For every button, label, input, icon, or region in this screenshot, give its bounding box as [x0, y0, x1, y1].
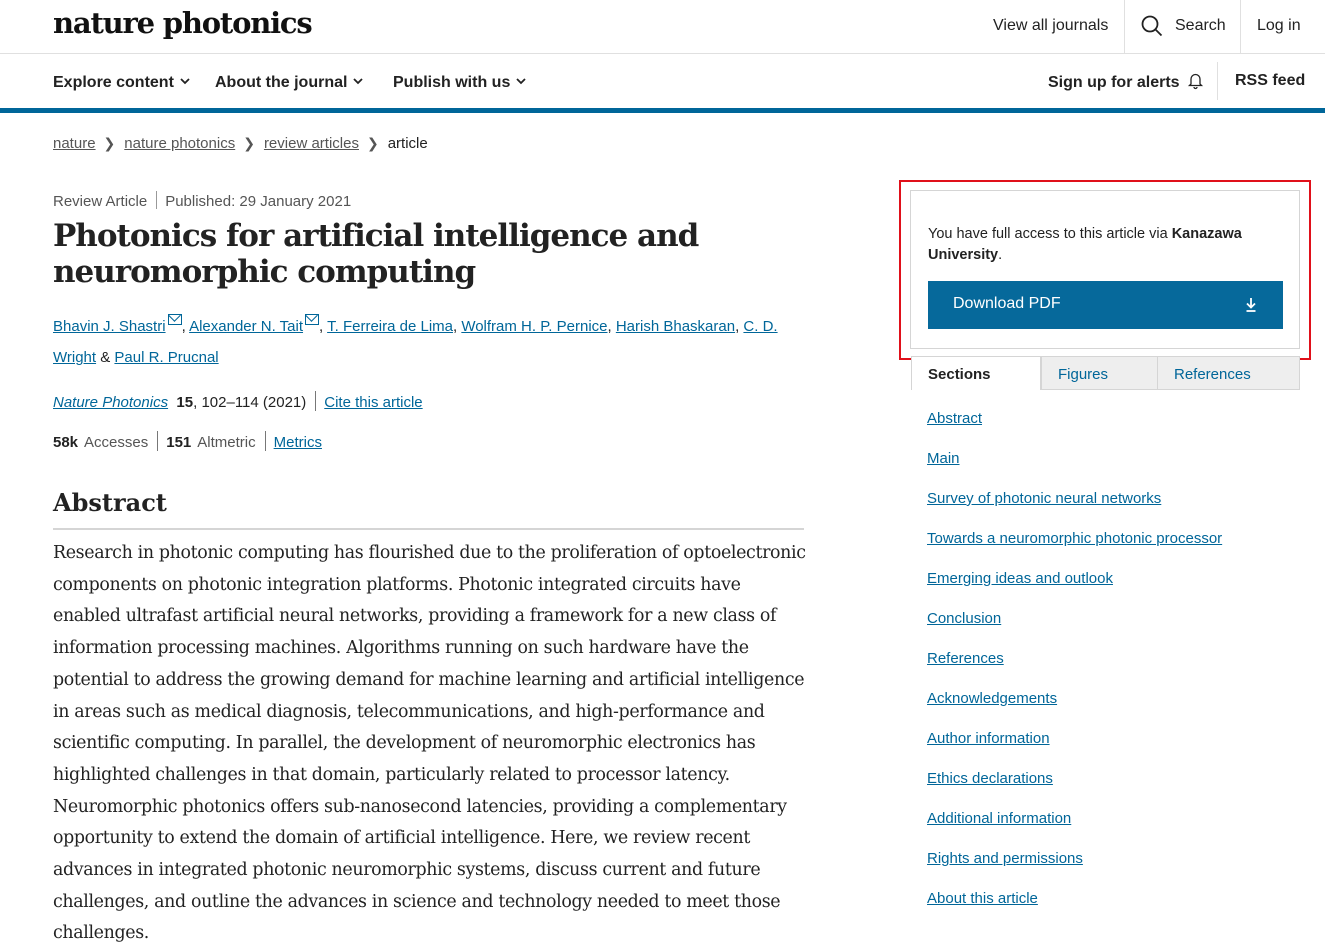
volume: 15	[176, 394, 194, 411]
article-title: Photonics for artificial intelligence and neuromorphic computing	[53, 218, 699, 290]
section-link[interactable]: Towards a neuromorphic photonic processor	[927, 530, 1223, 547]
journal-link[interactable]: Nature Photonics	[53, 394, 169, 411]
author-link[interactable]: C. D. Wright	[53, 318, 778, 366]
section-link[interactable]: Acknowledgements	[927, 690, 1058, 707]
tab-sections[interactable]	[911, 356, 1041, 390]
section-link[interactable]: Additional information	[927, 810, 1072, 827]
top-header	[0, 0, 1325, 54]
chevron-right-icon: ❯	[243, 135, 255, 151]
section-link[interactable]: Author information	[927, 730, 1050, 747]
chevron-right-icon: ❯	[103, 135, 116, 151]
rss-feed-link[interactable]: RSS feed	[1235, 72, 1306, 89]
main-nav	[0, 54, 1325, 108]
section-link[interactable]: Emerging ideas and outlook	[927, 570, 1113, 587]
accesses-label: Accesses	[84, 434, 149, 451]
login-link[interactable]: Log in	[1257, 17, 1301, 34]
access-prefix: You have full access to this article via	[928, 226, 1172, 242]
section-link[interactable]: Main	[927, 450, 960, 467]
section-link[interactable]: About this article	[927, 890, 1038, 907]
bell-icon	[1188, 72, 1203, 94]
abstract-divider	[53, 528, 804, 530]
author-link[interactable]: Paul R. Prucnal	[114, 349, 219, 366]
sidebar-tabs	[911, 356, 1300, 390]
article-meta	[53, 191, 351, 210]
email-icon[interactable]	[305, 314, 319, 325]
section-link[interactable]: Ethics declarations	[927, 770, 1053, 787]
nav-label: Explore content	[53, 74, 174, 91]
citation-divider	[315, 391, 316, 411]
abstract-heading: Abstract	[53, 488, 167, 517]
metric-divider	[265, 431, 266, 451]
download-pdf-button[interactable]	[928, 281, 1283, 329]
article-type: Review Article	[53, 193, 148, 210]
chevron-right-icon: ❯	[366, 135, 379, 151]
author-list: Bhavin J. Shastri , Alexander N. Tait , T. Ferreira de Lima, Wolfram H. P. Pernice, Harish Bhaskaran, C. D. Wright & Paul R. Prucnal	[53, 311, 813, 373]
tab-references[interactable]	[1157, 356, 1300, 390]
published-date: Published: 29 January 2021	[165, 193, 352, 210]
header-divider	[1124, 0, 1125, 53]
chevron-down-icon	[180, 72, 190, 90]
download-icon	[1245, 297, 1257, 313]
citation-line	[53, 391, 423, 411]
altmetric-label: Altmetric	[197, 434, 256, 451]
author-link[interactable]: Bhavin J. Shastri	[53, 318, 166, 335]
author-link[interactable]: Wolfram H. P. Pernice	[461, 318, 608, 335]
journal-logo[interactable]: nature photonics	[53, 6, 312, 40]
metric-divider	[157, 431, 158, 451]
institution-name: Kanazawa University	[928, 226, 1242, 263]
download-label: Download PDF	[953, 295, 1061, 312]
altmetric-count: 151	[166, 434, 192, 451]
view-all-journals-link[interactable]: View all journals	[993, 17, 1109, 34]
tab-figures[interactable]	[1041, 356, 1158, 390]
search-button[interactable]: Search	[1175, 17, 1226, 34]
cite-article-link[interactable]: Cite this article	[324, 394, 423, 411]
metrics-line	[53, 431, 322, 451]
nav-publish[interactable]	[393, 72, 526, 92]
accesses-count: 58k	[53, 434, 79, 451]
author-link[interactable]: Alexander N. Tait	[189, 318, 304, 335]
pages-year: , 102–114 (2021)	[193, 394, 307, 411]
nav-label: Sign up for alerts	[1048, 74, 1180, 91]
tab-label: Figures	[1058, 366, 1109, 383]
breadcrumb	[53, 135, 428, 152]
access-message	[928, 224, 1288, 266]
access-suffix: .	[998, 247, 1003, 263]
abstract-text: Research in photonic computing has flourished due to the proliferation of optoelectronic components on photonic integration platforms. Photonic integrated circuits have enabled ultrafast artificial neural networks, providing a framework for a new class of information processing machines. Algorithms running on such hardware have the potential to address the growing demand for machine learning and artificial intelligence in areas such as medical diagnosis, telecommunications, and high-performance and scientific computing. In parallel, the development of neuromorphic electronics has highlighted challenges in that domain, particularly related to processor latency. Neuromorphic photonics offers sub-nanosecond latencies, providing a complementary opportunity to extend the domain of artificial intelligence. Here, we review recent advances in integrated photonic neuromorphic systems, discuss current and future challenges, and outline the advances in science and technology needed to meet those challenges.	[53, 543, 806, 944]
section-link[interactable]: Rights and permissions	[927, 850, 1083, 867]
nav-rule	[0, 108, 1325, 113]
email-icon[interactable]	[168, 314, 182, 325]
tab-label: Sections	[928, 366, 991, 383]
sign-up-alerts-link[interactable]	[1048, 72, 1203, 94]
header-divider	[1240, 0, 1241, 53]
author-link[interactable]: Harish Bhaskaran	[615, 318, 736, 335]
tab-label: References	[1174, 366, 1251, 383]
breadcrumb-review-articles[interactable]: review articles	[263, 135, 359, 152]
chevron-down-icon	[516, 72, 526, 90]
nav-about-journal[interactable]	[215, 72, 363, 92]
section-link[interactable]: References	[927, 650, 1004, 667]
nav-explore-content[interactable]	[53, 72, 190, 92]
section-link[interactable]: Survey of photonic neural networks	[927, 490, 1162, 507]
breadcrumb-current: article	[387, 135, 428, 152]
section-link[interactable]: Conclusion	[927, 610, 1002, 627]
author-link[interactable]: T. Ferreira de Lima	[327, 318, 453, 335]
metrics-link[interactable]: Metrics	[273, 434, 322, 451]
chevron-down-icon	[353, 72, 363, 90]
breadcrumb-nature-photonics[interactable]: nature photonics	[124, 135, 236, 152]
meta-divider	[156, 191, 157, 209]
nav-label: Publish with us	[393, 74, 511, 91]
nav-label: About the journal	[215, 74, 348, 91]
section-link[interactable]: Abstract	[927, 410, 983, 427]
search-icon[interactable]	[1141, 15, 1163, 42]
breadcrumb-nature[interactable]: nature	[53, 135, 96, 152]
nav-divider	[1217, 62, 1218, 100]
